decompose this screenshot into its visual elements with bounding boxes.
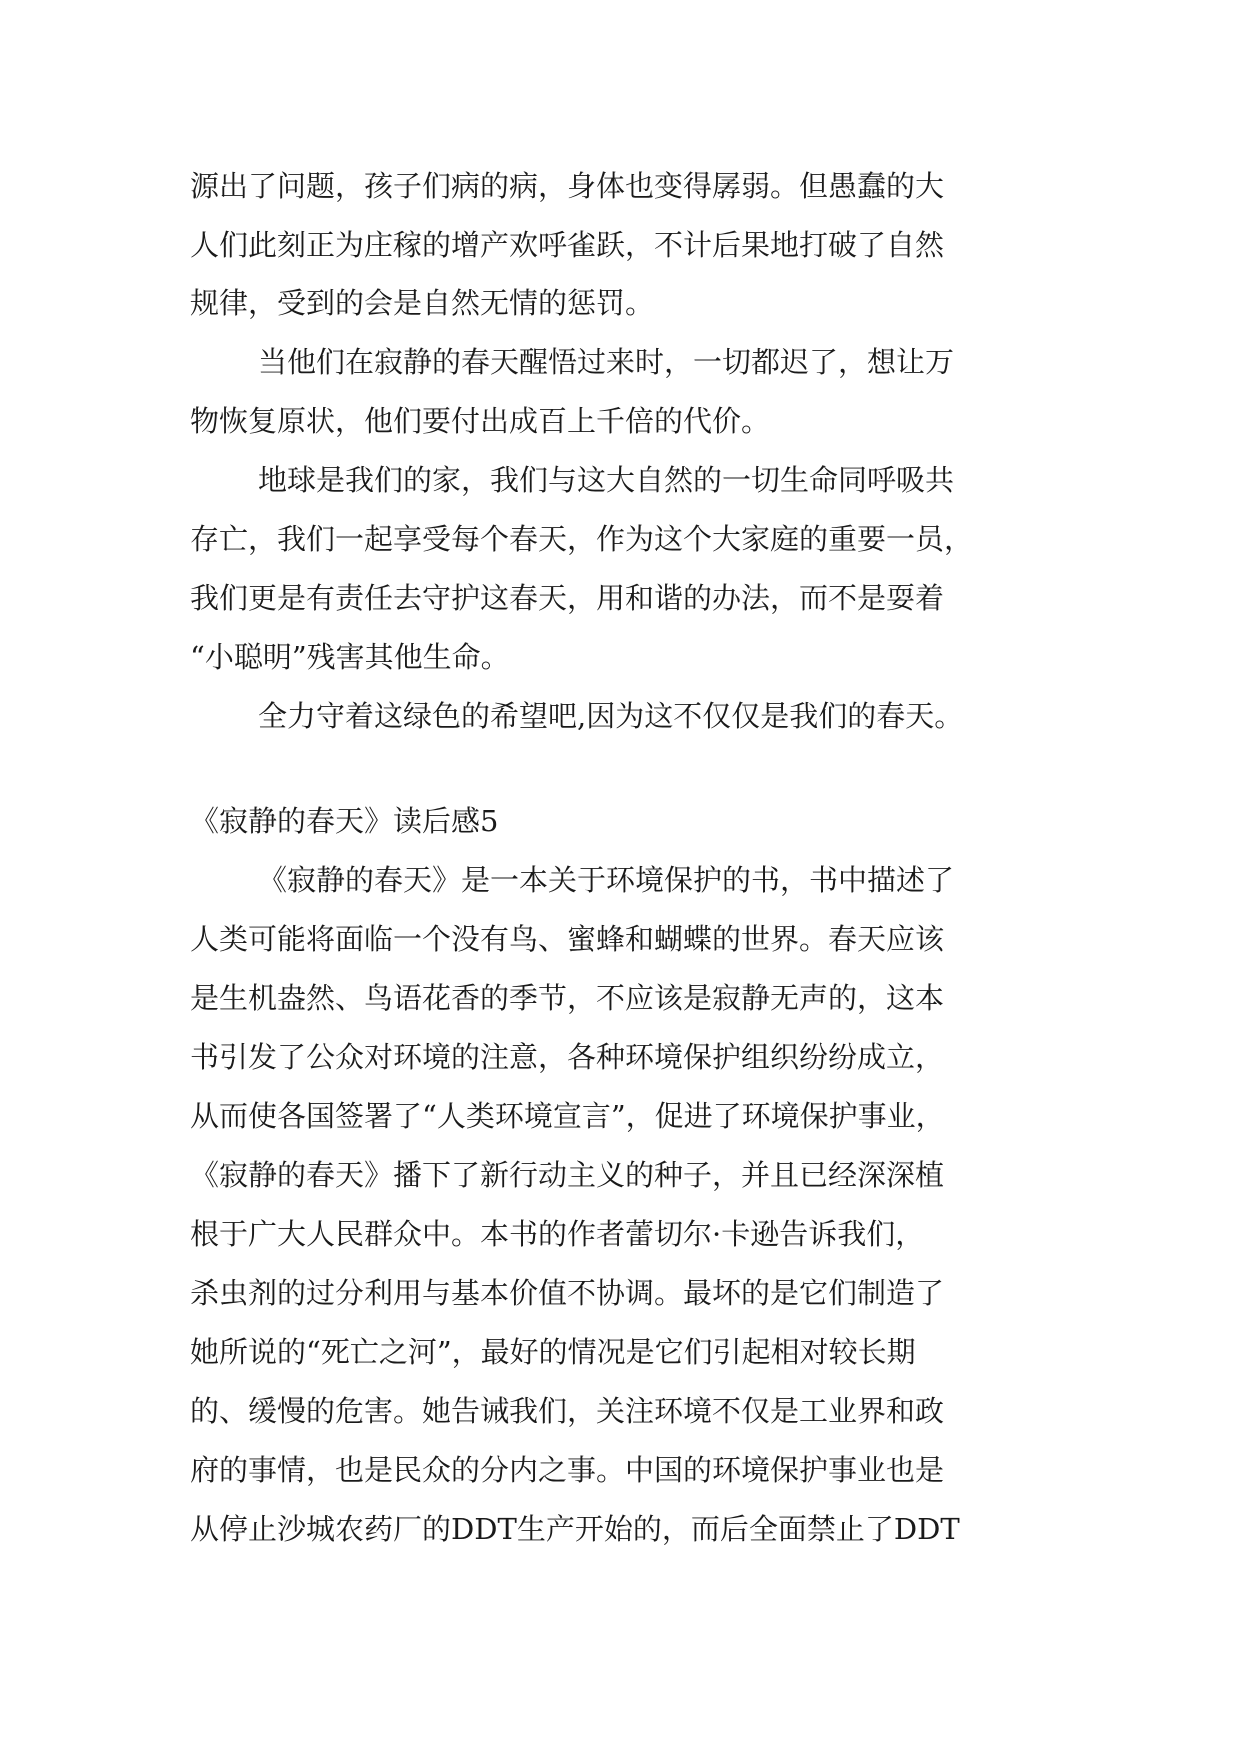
paragraph-line: 书引发了公众对环境的注意，各种环境保护组织纷纷成立，: [190, 1040, 945, 1074]
paragraph-line: 源出了问题，孩子们病的病，身体也变得孱弱。但愚蠢的大: [190, 169, 945, 203]
paragraph-line: 府的事情，也是民众的分内之事。中国的环境保护事业也是: [190, 1453, 945, 1487]
paragraph-line: 人类可能将面临一个没有鸟、蜜蜂和蝴蝶的世界。春天应该: [190, 922, 945, 956]
paragraph-line: 她所说的“死亡之河”，最好的情况是它们引起相对较长期: [190, 1335, 916, 1369]
paragraph-line: “小聪明”残害其他生命。: [190, 640, 510, 674]
paragraph-line: 物恢复原状，他们要付出成百上千倍的代价。: [190, 404, 771, 438]
paragraph-line: 的、缓慢的危害。她告诫我们，关注环境不仅是工业界和政: [190, 1394, 945, 1428]
paragraph-line: 《寂静的春天》播下了新行动主义的种子，并且已经深深植: [190, 1158, 945, 1192]
section-title: 《寂静的春天》读后感5: [190, 804, 499, 838]
paragraph-line: 人们此刻正为庄稼的增产欢呼雀跃，不计后果地打破了自然: [190, 228, 945, 262]
paragraph-line: 从停止沙城农药厂的DDT生产开始的，而后全面禁止了DDT: [190, 1512, 960, 1546]
paragraph-line: 规律，受到的会是自然无情的惩罚。: [190, 286, 655, 320]
paragraph-line: 根于广大人民群众中。本书的作者蕾切尔·卡逊告诉我们，: [190, 1217, 925, 1251]
paragraph-line: 存亡，我们一起享受每个春天，作为这个大家庭的重要一员，: [190, 522, 974, 556]
paragraph-line: 我们更是有责任去守护这春天，用和谐的办法，而不是耍着: [190, 581, 945, 615]
paragraph-line: 《寂静的春天》是一本关于环境保护的书，书中描述了: [258, 863, 955, 897]
paragraph-line: 全力守着这绿色的希望吧,因为这不仅仅是我们的春天。: [258, 699, 964, 733]
paragraph-line: 从而使各国签署了“人类环境宣言”，促进了环境保护事业，: [190, 1099, 945, 1133]
paragraph-line: 是生机盎然、鸟语花香的季节，不应该是寂静无声的，这本: [190, 981, 945, 1015]
paragraph-line: 地球是我们的家，我们与这大自然的一切生命同呼吸共: [258, 463, 955, 497]
paragraph-line: 当他们在寂静的春天醒悟过来时，一切都迟了，想让万: [258, 345, 955, 379]
paragraph-line: 杀虫剂的过分利用与基本价值不协调。最坏的是它们制造了: [190, 1276, 945, 1310]
